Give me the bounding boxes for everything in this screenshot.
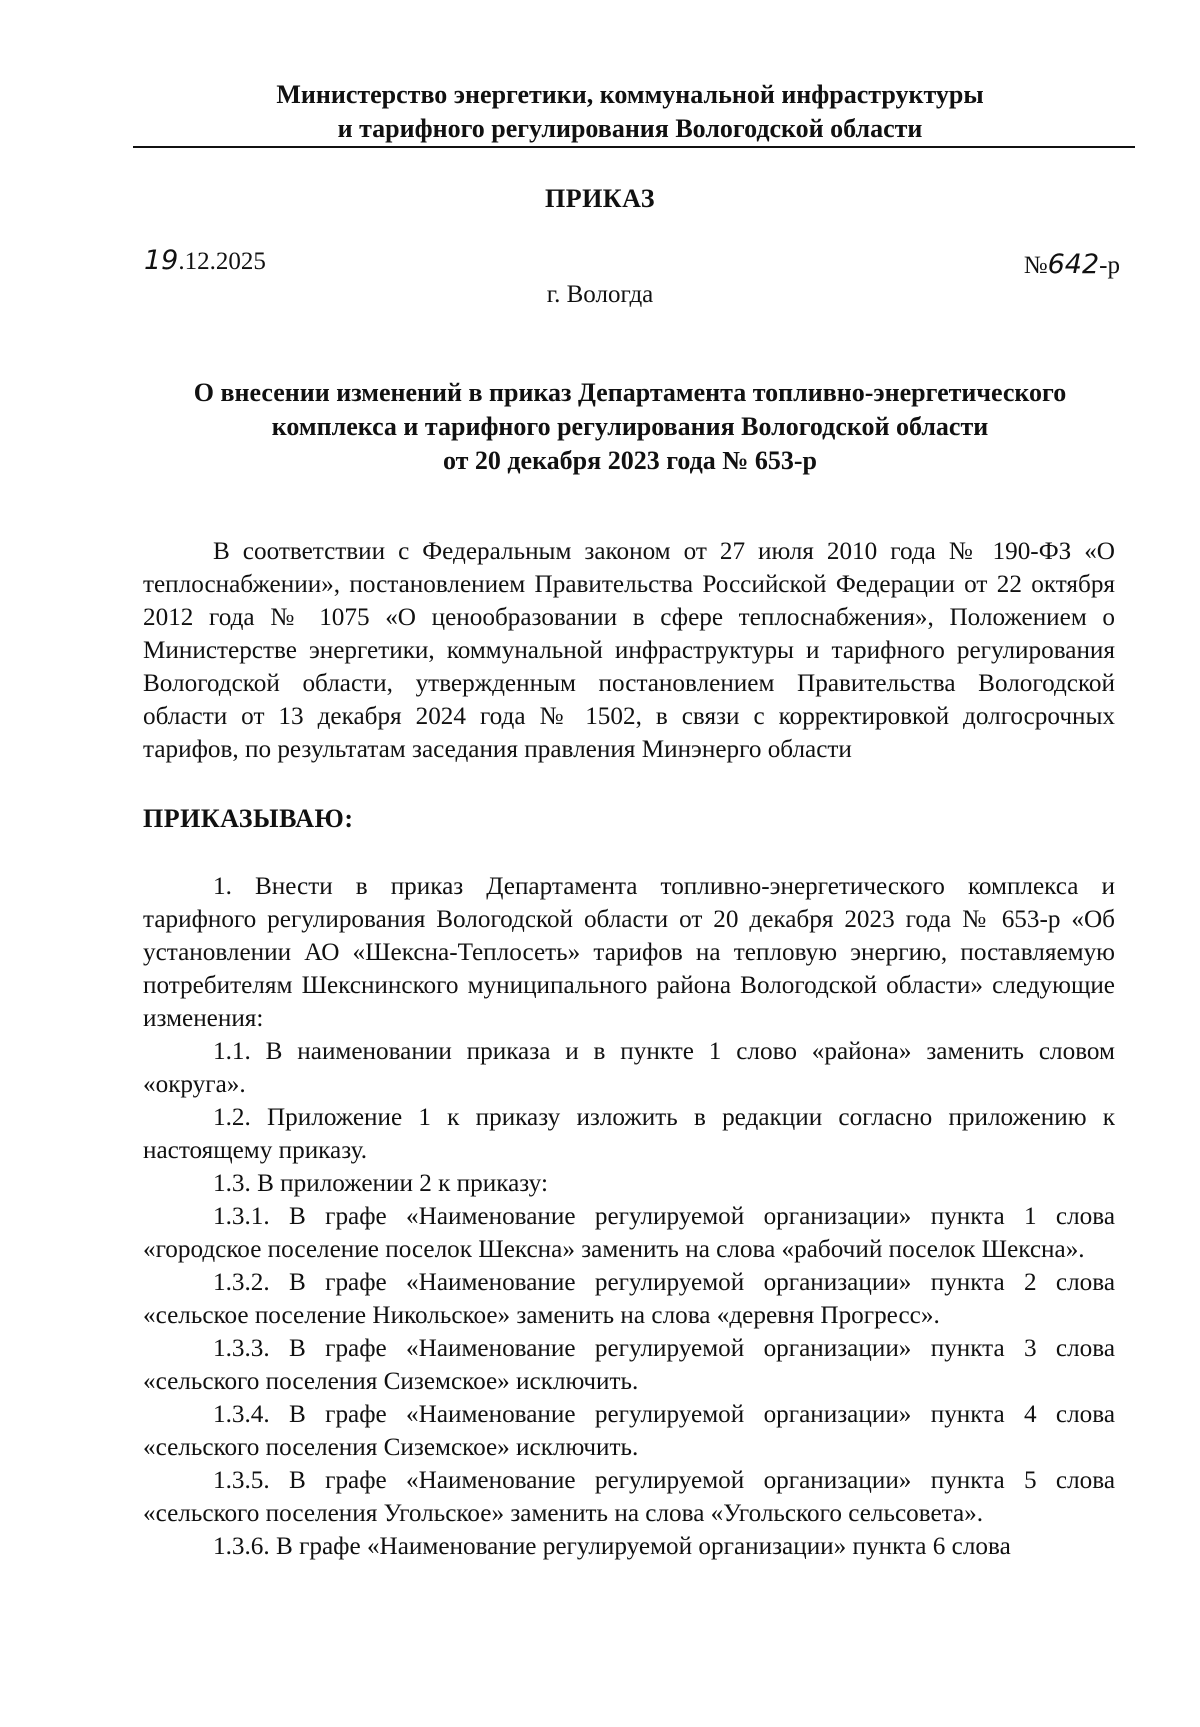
order-item: 1.3.2. В графе «Наименование регулируемой организации» пункта 2 слова «сельское поселение Никольское» заменить на слова «деревня Прогресс». xyxy=(143,1269,1115,1329)
date-printed: .12.2025 xyxy=(178,248,266,275)
document-heading xyxy=(130,376,1130,478)
heading-line-3: от 20 декабря 2023 года № 653-р xyxy=(442,446,818,475)
ministry-line-1: Министерство энергетики, коммунальной инфраструктуры xyxy=(276,80,984,109)
ministry-line-2: и тарифного регулирования Вологодской области xyxy=(337,114,923,143)
document-city: г. Вологда xyxy=(546,281,654,308)
date-handwritten: 19 xyxy=(144,245,179,276)
number-prefix: № xyxy=(1023,252,1048,279)
document-title: ПРИКАЗ xyxy=(544,184,656,213)
heading-line-1: О внесении изменений в приказ Департамента топливно-энергетического xyxy=(193,378,1067,407)
document-number xyxy=(1024,249,1120,280)
order-item: 1.3.1. В графе «Наименование регулируемой организации» пункта 1 слова «городское поселение поселок Шексна» заменить на слова «рабочий поселок Шексна». xyxy=(143,1203,1115,1263)
order-item: 1.1. В наименовании приказа и в пункте 1 слово «района» заменить словом «округа». xyxy=(143,1038,1115,1098)
order-item: 1.3.6. В графе «Наименование регулируемой организации» пункта 6 слова xyxy=(213,1533,1011,1560)
order-item: 1. Внести в приказ Департамента топливно-энергетического комплекса и тарифного регулирования Вологодской области от 20 декабря 2023 года № 653-р «Об установлении АО «Шексна-Теплосеть» тарифов на тепловую энергию, поставляемую потребителям Шекснинского муниципального района Вологодской области» следующие изменения: xyxy=(143,873,1115,1032)
ministry-header xyxy=(130,78,1130,146)
order-item: 1.2. Приложение 1 к приказу изложить в редакции согласно приложению к настоящему приказу. xyxy=(143,1104,1115,1164)
document-date xyxy=(144,245,266,276)
preamble-paragraph: В соответствии с Федеральным законом от 27 июля 2010 года № 190-ФЗ «О теплоснабжении», постановлением Правительства Российской Федерации от 22 октября 2012 года № 1075 «О ценообразовании в сфере теплоснабжения», Положением о Министерстве энергетики, коммунальной инфраструктуры и тарифного регулирования Вологодской области, утвержденным постановлением Правительства Вологодской области от 13 декабря 2024 года № 1502, в связи с корректировкой долгосрочных тарифов, по результатам заседания правления Минэнерго области xyxy=(143,538,1115,763)
order-item: 1.3.3. В графе «Наименование регулируемой организации» пункта 3 слова «сельского поселения Сиземское» исключить. xyxy=(143,1335,1115,1395)
order-items xyxy=(143,870,1115,1563)
header-divider xyxy=(133,146,1135,148)
order-item: 1.3.5. В графе «Наименование регулируемой организации» пункта 5 слова «сельского поселения Угольское» заменить на слова «Угольского сельсовета». xyxy=(143,1467,1115,1527)
heading-line-2: комплекса и тарифного регулирования Вологодской области xyxy=(271,412,989,441)
order-item: 1.3. В приложении 2 к приказу: xyxy=(213,1170,548,1197)
number-handwritten: 642 xyxy=(1047,249,1100,280)
number-suffix: -р xyxy=(1099,252,1120,279)
order-item: 1.3.4. В графе «Наименование регулируемой организации» пункта 4 слова «сельского поселения Сиземское» исключить. xyxy=(143,1401,1115,1461)
preamble xyxy=(143,535,1115,766)
order-word: ПРИКАЗЫВАЮ: xyxy=(143,804,354,833)
